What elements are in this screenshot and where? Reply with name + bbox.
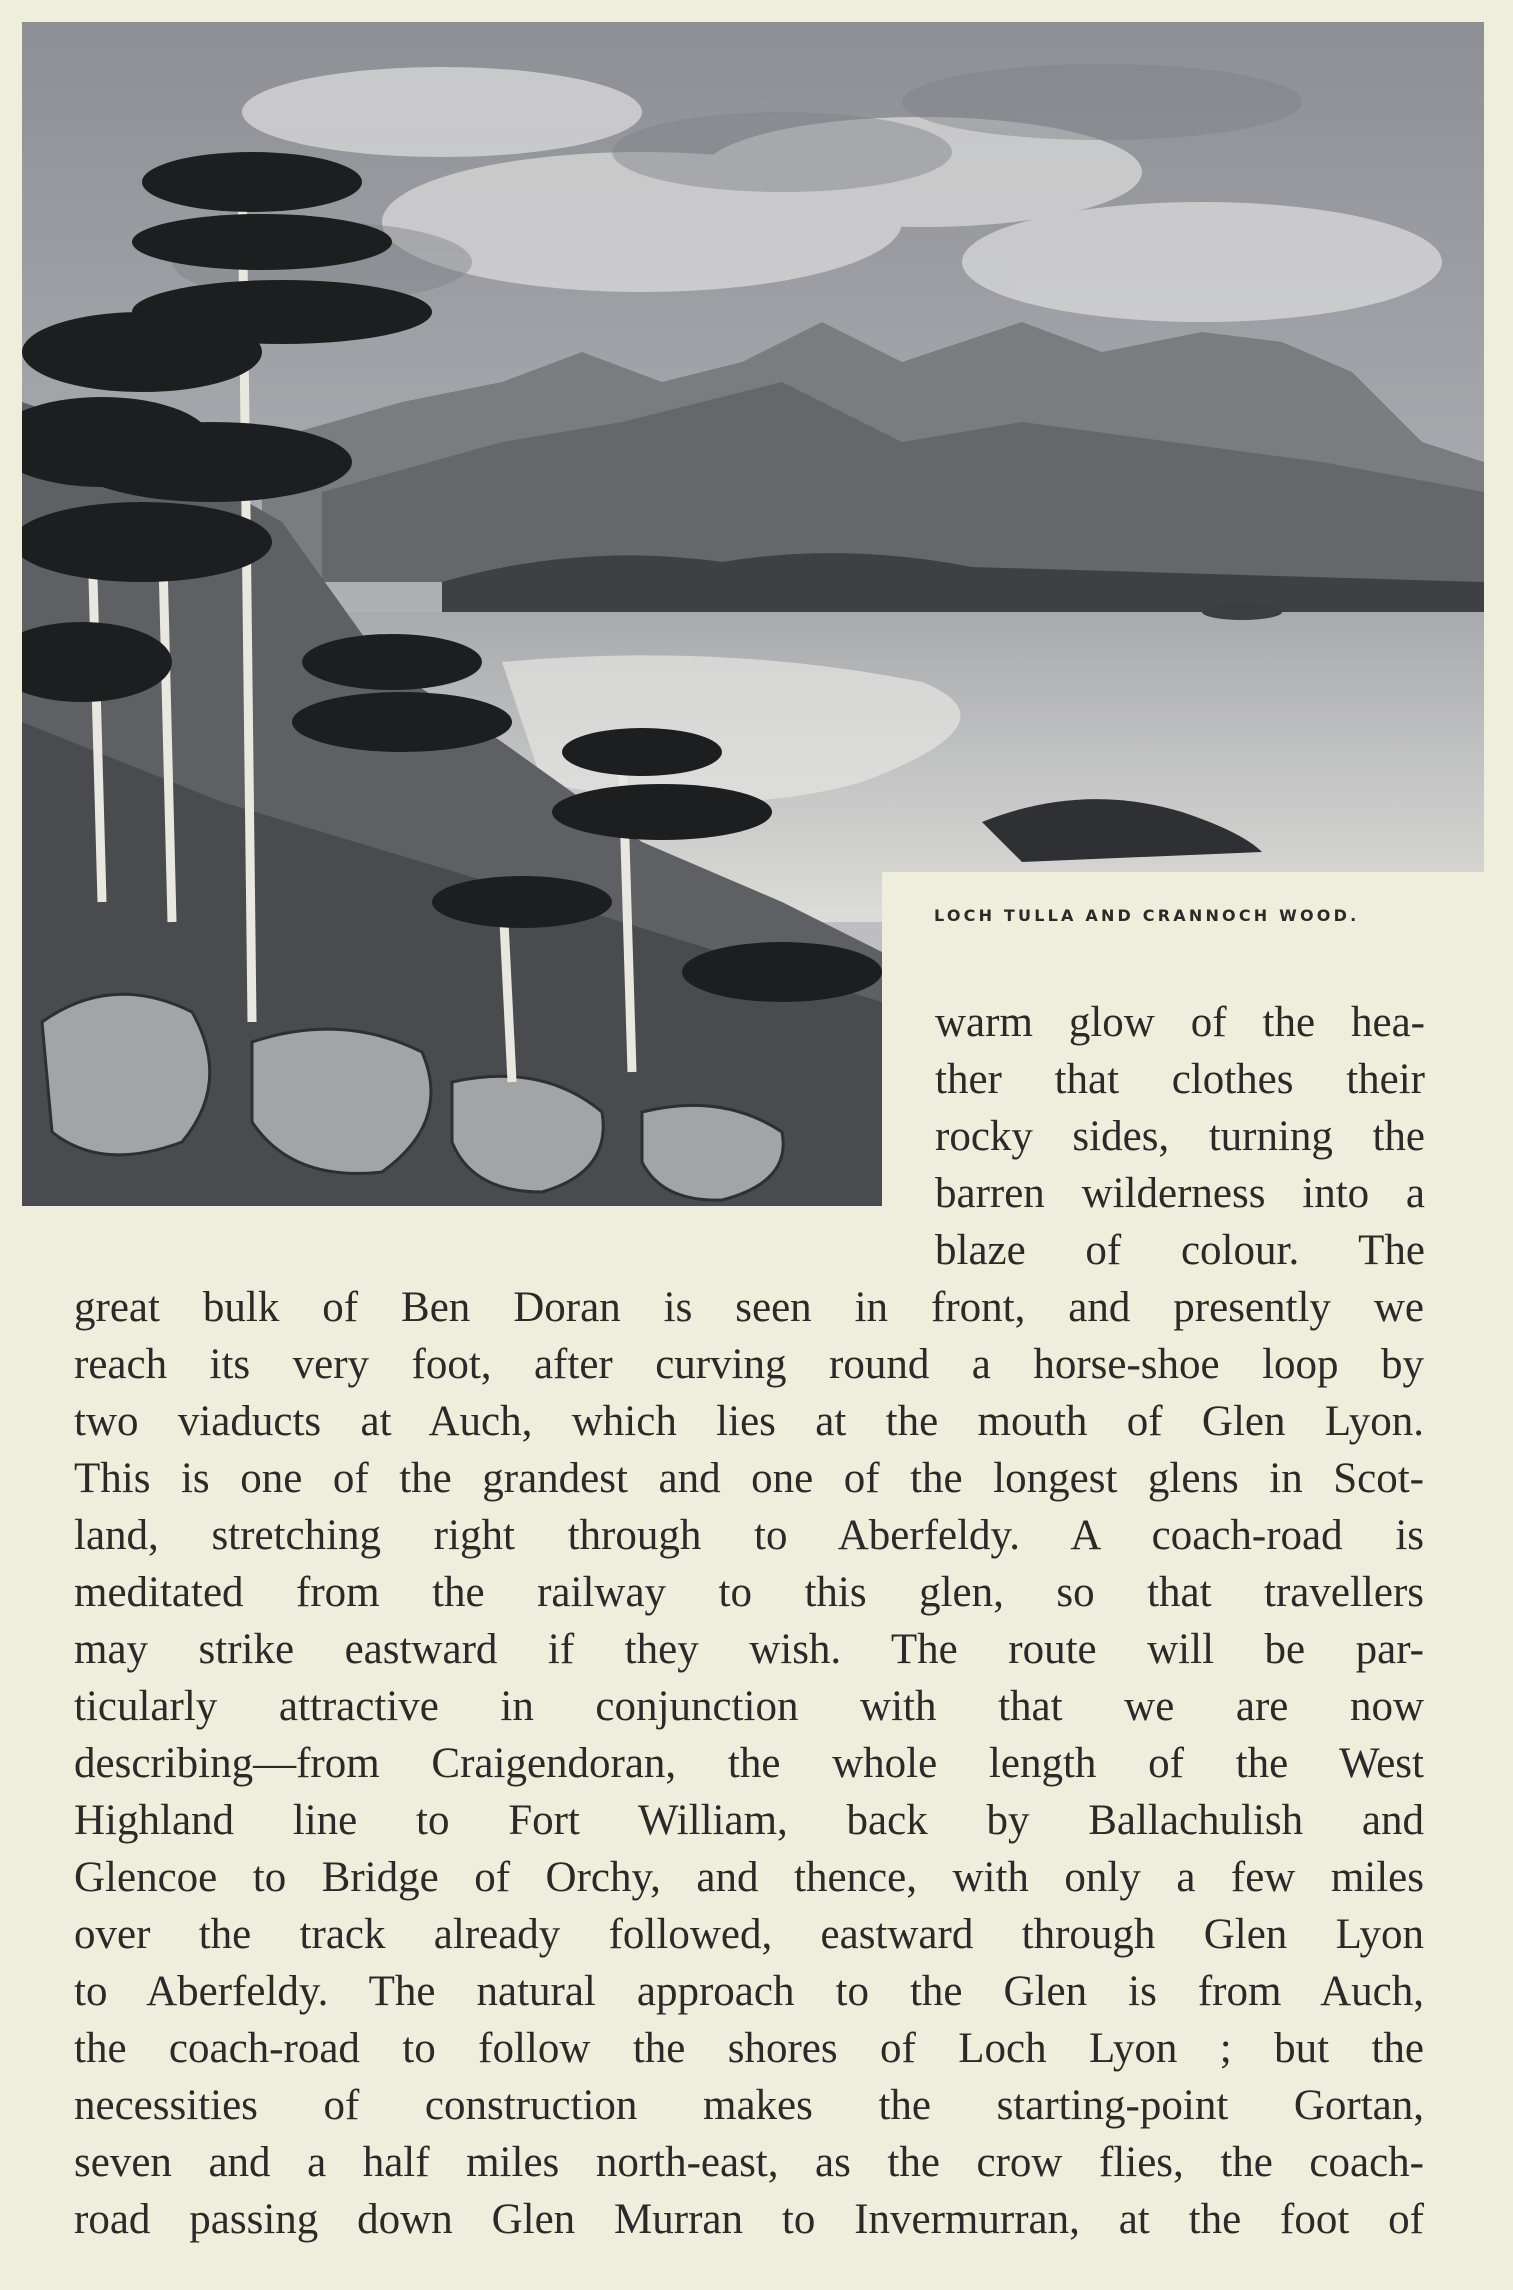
text-line: may strike eastward if they wish. The route will be par- — [74, 1626, 1424, 1673]
text-line: ticularly attractive in conjunction with that we are now — [74, 1683, 1424, 1730]
text-line: two viaducts at Auch, which lies at the mouth of Glen Lyon. — [74, 1398, 1424, 1445]
text-line: great bulk of Ben Doran is seen in front, and presently we — [74, 1284, 1424, 1331]
text-line: seven and a half miles north-east, as the crow flies, the coach- — [74, 2139, 1424, 2186]
text-line: warm glow of the hea- — [935, 999, 1425, 1046]
text-line: rocky sides, turning the — [935, 1113, 1425, 1160]
text-line: the coach-road to follow the shores of Loch Lyon ; but the — [74, 2025, 1424, 2072]
text-line: road passing down Glen Murran to Invermurran, at the foot of — [74, 2196, 1424, 2243]
text-line: describing—from Craigendoran, the whole length of the West — [74, 1740, 1424, 1787]
text-line: over the track already followed, eastward through Glen Lyon — [74, 1911, 1424, 1958]
text-line: Highland line to Fort William, back by Ballachulish and — [74, 1797, 1424, 1844]
text-line: Glencoe to Bridge of Orchy, and thence, with only a few miles — [74, 1854, 1424, 1901]
text-line: This is one of the grandest and one of the longest glens in Scot- — [74, 1455, 1424, 1502]
text-line: blaze of colour. The — [935, 1227, 1425, 1274]
text-line: necessities of construction makes the starting-point Gortan, — [74, 2082, 1424, 2129]
text-line: reach its very foot, after curving round a horse-shoe loop by — [74, 1341, 1424, 1388]
text-line: land, stretching right through to Aberfeldy. A coach-road is — [74, 1512, 1424, 1559]
illustration-caption: LOCH TULLA AND CRANNOCH WOOD. — [934, 906, 1360, 925]
text-line: to Aberfeldy. The natural approach to the Glen is from Auch, — [74, 1968, 1424, 2015]
text-line: meditated from the railway to this glen, so that travellers — [74, 1569, 1424, 1616]
text-line: ther that clothes their — [935, 1056, 1425, 1103]
text-line: barren wilderness into a — [935, 1170, 1425, 1217]
